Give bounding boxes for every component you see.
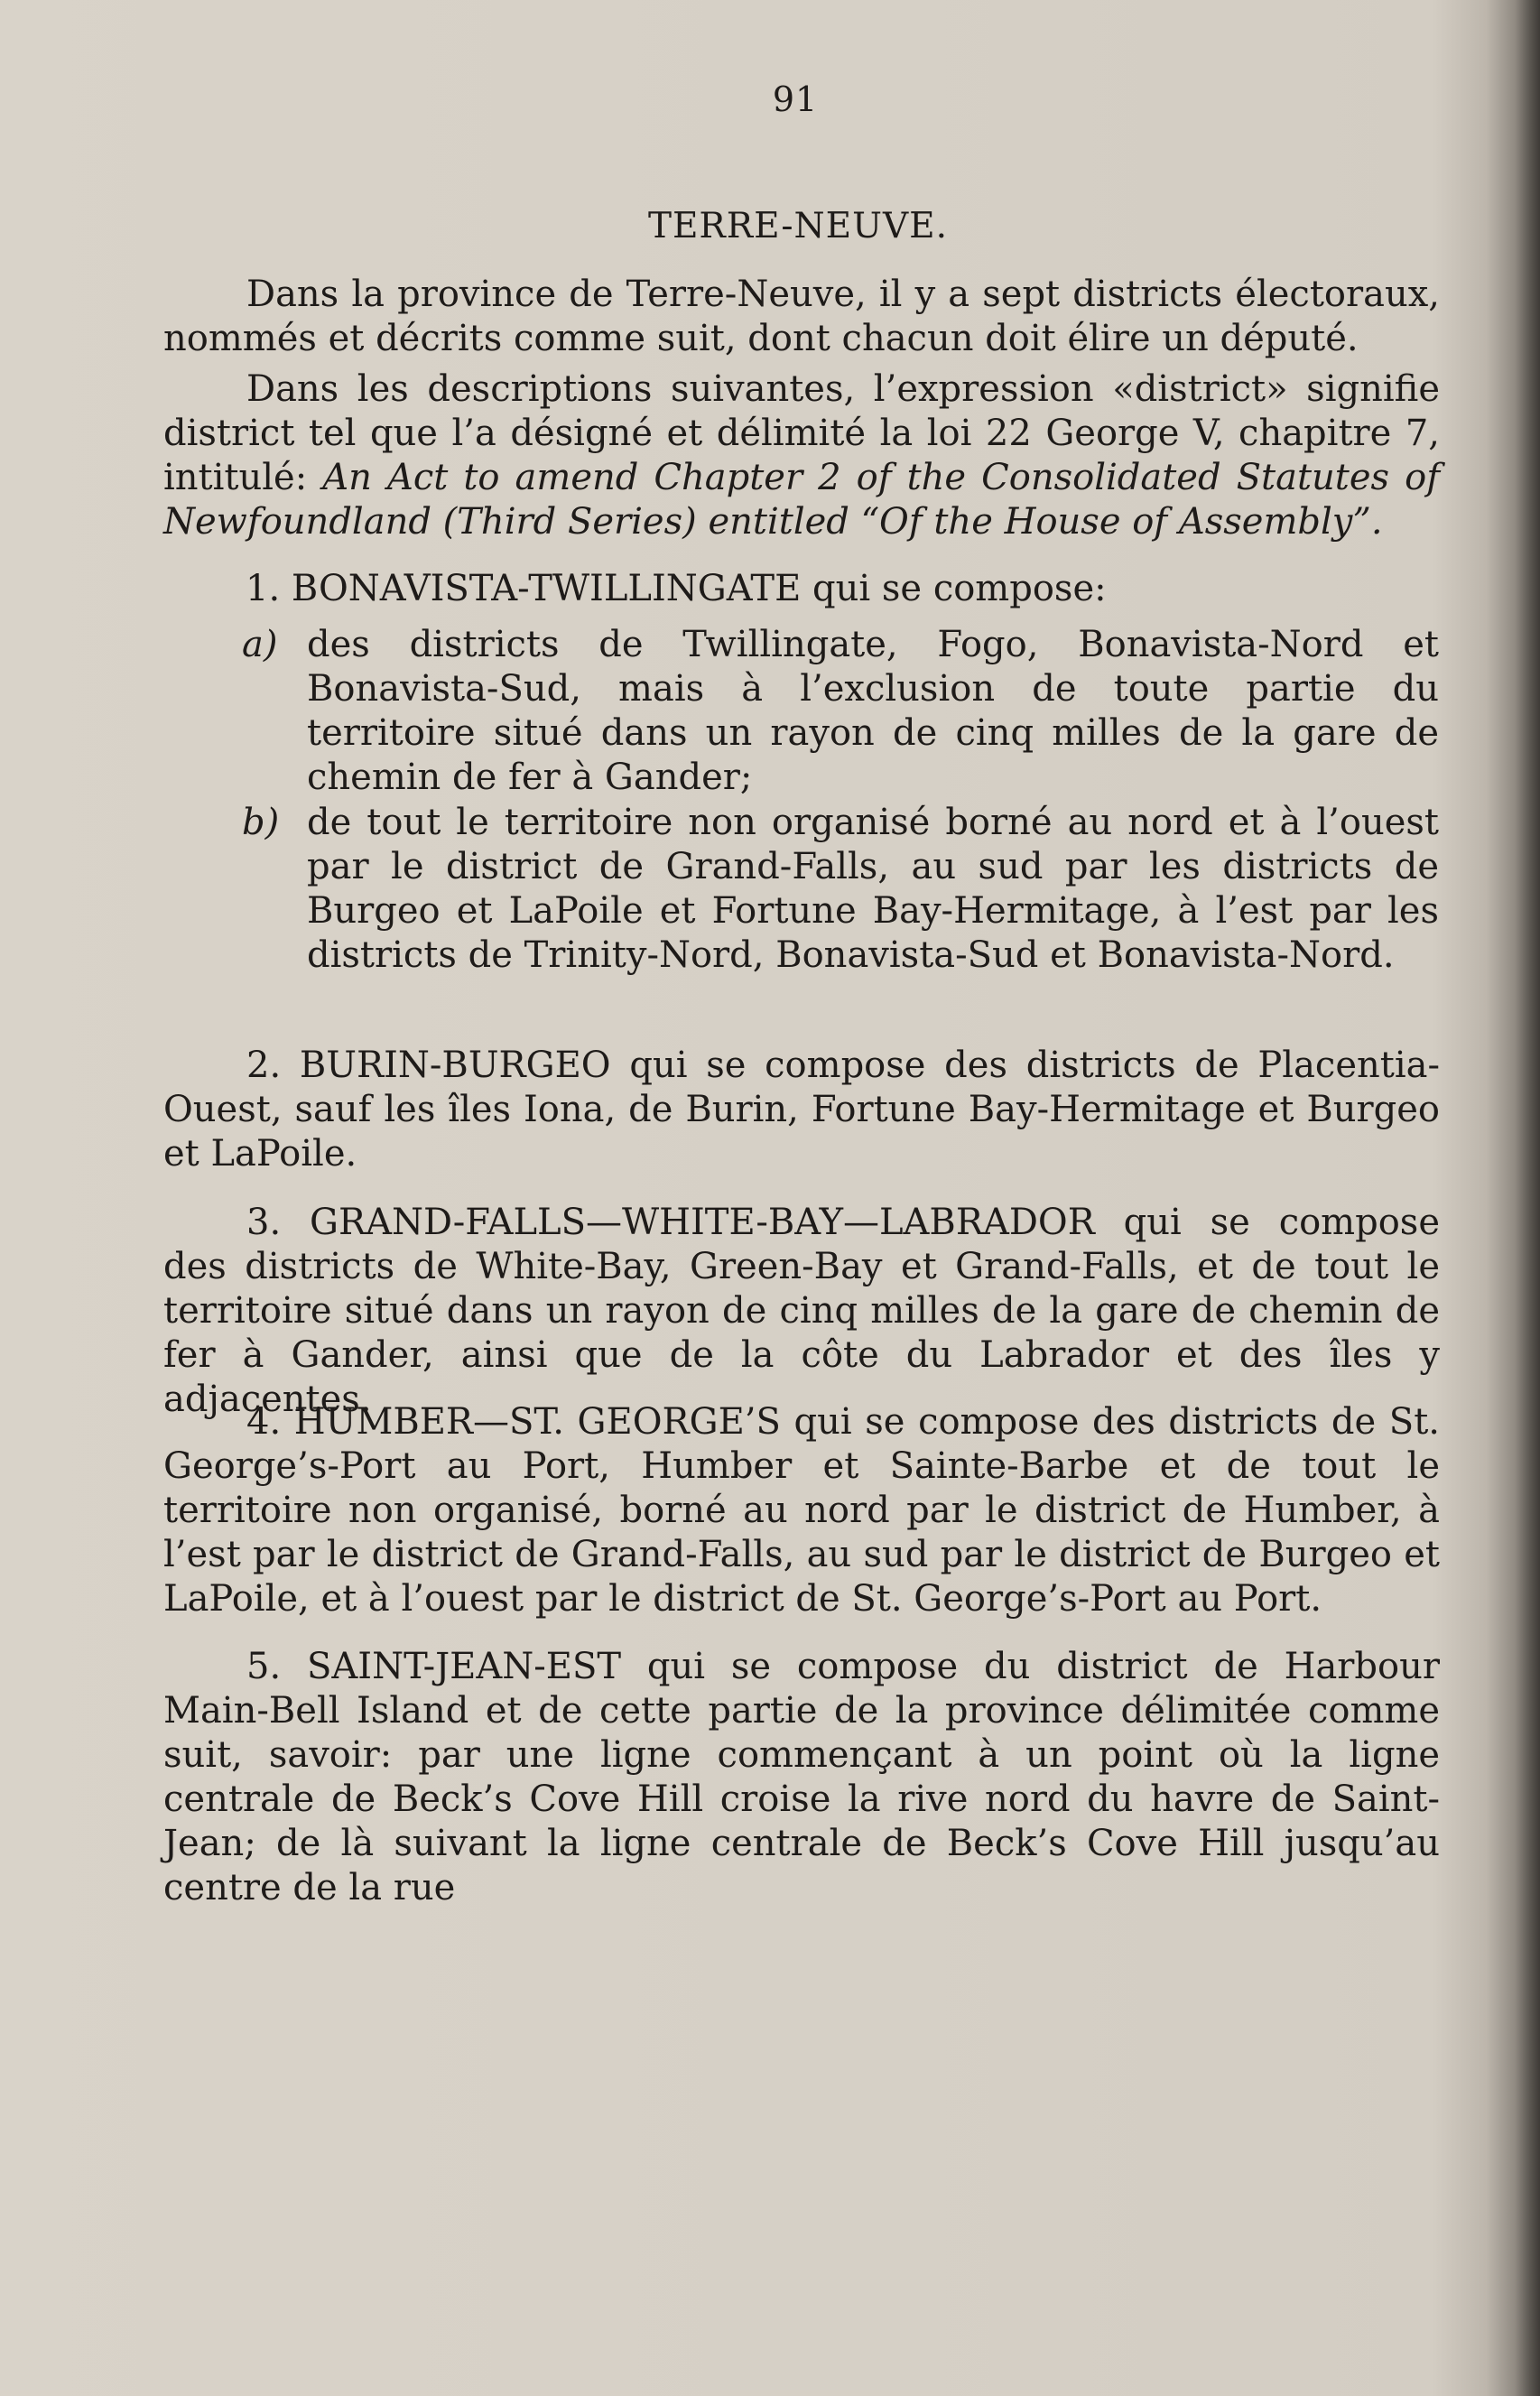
page-title: TERRE-NEUVE. [647,206,949,246]
district-1-item-b [242,801,1439,978]
page-edge-shadow [1515,0,1540,2396]
district-3-paragraph: 3. GRAND-FALLS—WHITE-BAY—LABRADOR qui se compose des districts de White-Bay, Green-Bay et Grand-Falls, et de tout le territoire situé dans un rayon de cinq milles de la gare de chemin de fer à Gander, ainsi que de la côte du Labrador et des îles y adjacentes. [163,1202,1440,1420]
intro-paragraph-1-text: Dans la province de Terre-Neuve, il y a sept districts électoraux, nommés et décrits comme suit, dont chacun doit élire un député. [163,274,1440,359]
item-b-marker: b) [242,802,280,843]
item-a-marker: a) [242,624,278,665]
intro-paragraph-1 [163,273,1440,361]
district-1-item-a [242,623,1439,800]
page-number: 91 [772,79,819,119]
item-a-text: des districts de Twillingate, Fogo, Bonavista-Nord et Bonavista-Sud, mais à l’exclusion de toute partie du territoire situé dans un rayon de cinq milles de la gare de chemin de fer à Gander; [307,624,1439,798]
district-5-paragraph: 5. SAINT-JEAN-EST qui se compose du district de Harbour Main-Bell Island et de cette partie de la province délimitée comme suit, savoir: par une ligne commençant à un point où la ligne centrale de Beck’s Cove Hill croise la rive nord du havre de Saint-Jean; de là suivant la ligne centrale de Beck’s Cove Hill jusqu’au centre de la rue [163,1646,1440,1908]
district-4-paragraph: 4. HUMBER—ST. GEORGE’S qui se compose des districts de St. George’s-Port au Port, Humber et Sainte-Barbe et de tout le territoire non organisé, borné au nord par le district de Humber, à l’est par le district de Grand-Falls, au sud par le district de Burgeo et LaPoile, et à l’ouest par le district de St. George’s-Port au Port. [163,1401,1440,1620]
item-b-text: de tout le territoire non organisé borné au nord et à l’ouest par le district de Grand-Falls, au sud par les districts de Burgeo et LaPoile et Fortune Bay-Hermitage, à l’est par les districts de Trinity-Nord, Bonavista-Sud et Bonavista-Nord. [307,802,1439,976]
district-1-heading: 1. BONAVISTA-TWILLINGATE qui se compose: [246,568,1107,609]
district-2-paragraph: 2. BURIN-BURGEO qui se compose des districts de Placentia-Ouest, sauf les îles Iona, de Burin, Fortune Bay-Hermitage et Burgeo et LaPoile. [163,1045,1440,1175]
act-title-italic: An Act to amend Chapter 2 of the Consolidated Statutes of Newfoundland (Third Series) entitled “Of the House of Assembly”. [163,457,1440,543]
intro-paragraph-2-text: Dans les descriptions suivantes, l’expression «district» signifie district tel que l’a désigné et délimité la loi 22 George V, chapitre 7, intitulé: [163,368,1440,498]
intro-paragraph-2 [163,367,1440,544]
